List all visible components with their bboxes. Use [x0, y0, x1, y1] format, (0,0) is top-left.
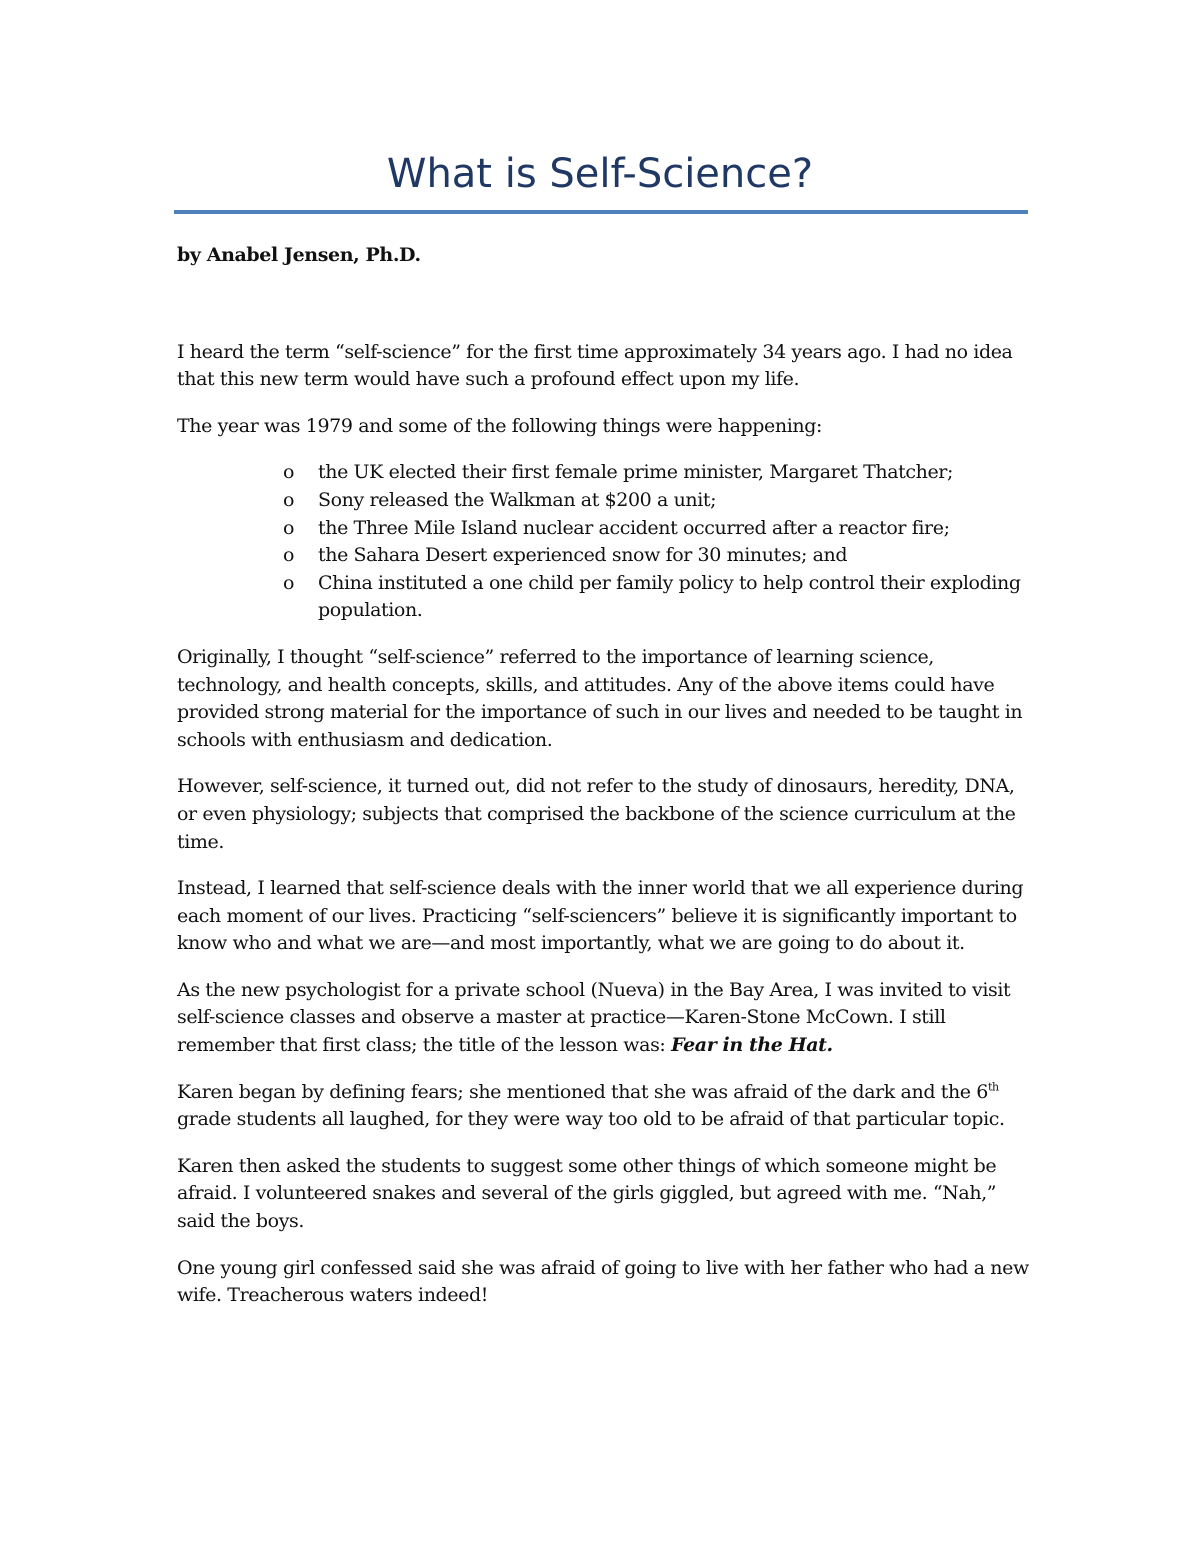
bullet-circle-icon: o — [283, 516, 295, 539]
bullet-circle-icon: o — [283, 571, 295, 594]
byline: by Anabel Jensen, Ph.D. — [177, 244, 421, 266]
title-underline — [174, 210, 1028, 214]
page-title: What is Self-Science? — [386, 151, 814, 197]
document-body — [177, 242, 1037, 1329]
paragraph-9: One young girl confessed said she was afraid of going to live with her father who had a new wife. Treacherous waters indeed! — [177, 1256, 1029, 1307]
list-item-text: the Sahara Desert experienced snow for 30 minutes; and — [318, 544, 848, 567]
events-list — [177, 459, 1037, 625]
paragraph-5: Instead, I learned that self-science deals with the inner world that we all experience during each moment of our lives. Practicing “self-sciencers” believe it is significantly important to know who and what we are—and most importantly, what we are going to do about it. — [177, 877, 1024, 955]
list-item — [177, 515, 1037, 543]
paragraph-2: The year was 1979 and some of the following things were happening: — [177, 414, 823, 437]
paragraph-1: I heard the term “self-science” for the first time approximately 34 years ago. I had no idea that this new term would have such a profound effect upon my life. — [177, 340, 1013, 391]
list-item — [177, 487, 1037, 515]
list-item — [177, 570, 1037, 625]
paragraph-7 — [177, 1079, 1037, 1134]
list-item — [177, 459, 1037, 487]
list-item-text: the Three Mile Island nuclear accident occurred after a reactor fire; — [318, 516, 950, 539]
list-item-text: Sony released the Walkman at $200 a unit; — [318, 488, 717, 511]
bullet-circle-icon: o — [283, 461, 295, 484]
bullet-circle-icon: o — [283, 544, 295, 567]
paragraph-6 — [177, 977, 1037, 1060]
bullet-circle-icon: o — [283, 488, 295, 511]
paragraph-7-text-a: Karen began by defining fears; she mentioned that she was afraid of the dark and the 6 — [177, 1080, 988, 1103]
ordinal-suffix: th — [987, 1080, 999, 1094]
paragraph-8: Karen then asked the students to suggest some other things of which someone might be afraid. I volunteered snakes and several of the girls giggled, but agreed with me. “Nah,” said the boys. — [177, 1154, 997, 1233]
list-item — [177, 542, 1037, 570]
paragraph-6-text: As the new psychologist for a private school (Nueva) in the Bay Area, I was invited to visit self-science classes and observe a master at practice—Karen-Stone McCown. I still remember that first class; the title of the lesson was: — [177, 978, 1011, 1057]
paragraph-3: Originally, I thought “self-science” referred to the importance of learning science, technology, and health concepts, skills, and attitudes. Any of the above items could have provided strong material for the importance of such in our lives and needed to be taught in schools with enthusiasm and dedication. — [177, 645, 1023, 751]
list-item-text: the UK elected their first female prime minister, Margaret Thatcher; — [318, 461, 953, 484]
paragraph-7-text-b: grade students all laughed, for they were way too old to be afraid of that particular topic. — [177, 1108, 1005, 1131]
lesson-title: Fear in the Hat. — [671, 1034, 833, 1057]
paragraph-4: However, self-science, it turned out, did not refer to the study of dinosaurs, heredity, DNA, or even physiology; subjects that comprised the backbone of the science curriculum at the time. — [177, 775, 1016, 853]
list-item-text: China instituted a one child per family policy to help control their exploding population. — [318, 571, 1021, 622]
